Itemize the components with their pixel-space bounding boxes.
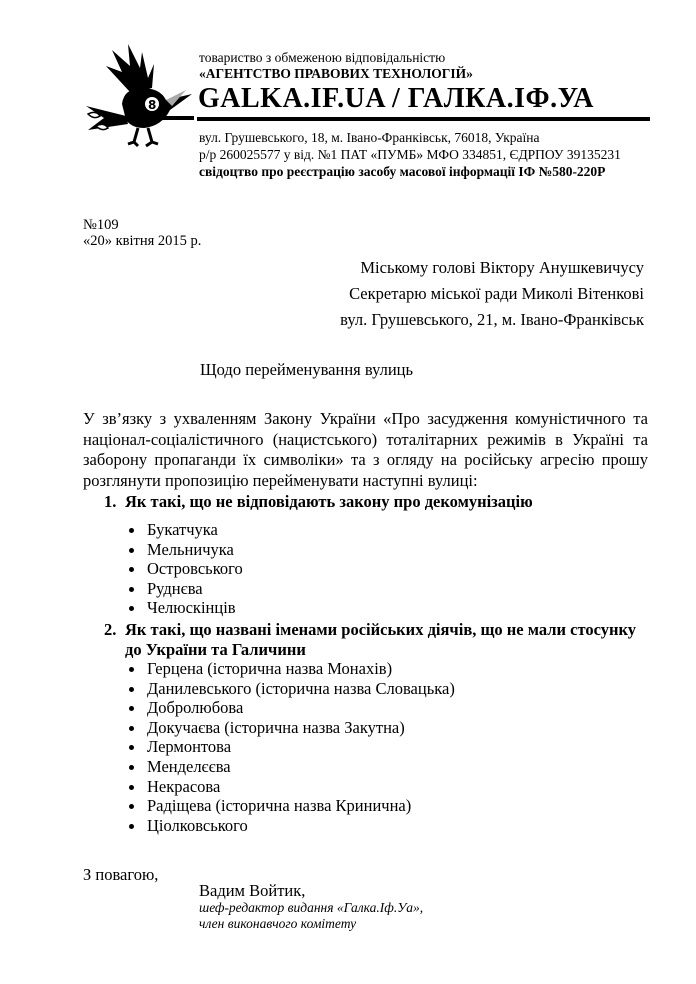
recipients-block [340,255,644,333]
list-item: Герцена (історична назва Монахів) [125,659,455,679]
list-item: Мельничука [125,540,243,560]
bullet-icon [129,667,134,672]
bullet-icon [129,548,134,553]
section-number: 1. [104,492,117,511]
bullet-icon [129,804,134,809]
section-1-title [104,492,649,512]
list-item: Данилевського (історична назва Словацька) [125,679,455,699]
list-item: Челюскінців [125,598,243,618]
company-bank-details: р/р 260025577 у від. №1 ПАТ «ПУМБ» МФО 334851, ЄДРПОУ 39135231 [199,147,621,162]
list-item: Докучаєва (історична назва Закутна) [125,718,455,738]
signer-name: Вадим Войтик, [199,881,306,900]
section-title-text: Як такі, що не відповідають закону про декомунізацію [125,492,533,511]
bullet-icon [129,765,134,770]
list-item: Лермонтова [125,737,455,757]
jackdaw-bird-logo [82,44,194,154]
recipient-address: вул. Грушевського, 21, м. Івано-Франківськ [340,310,644,329]
section-1-list [125,520,243,618]
list-item: Руднєва [125,579,243,599]
section-2-title [104,620,649,660]
bullet-icon [129,706,134,711]
svg-text:8: 8 [148,98,157,112]
section-2-list [125,659,455,835]
bullet-icon [129,726,134,731]
list-item: Некрасова [125,777,455,797]
list-item: Менделєєва [125,757,455,777]
letter-number: №109 [83,217,119,233]
letter-subject: Щодо перейменування вулиць [200,360,414,379]
bullet-icon [129,528,134,533]
bullet-icon [129,824,134,829]
letter-body: У зв’язку з ухваленням Закону України «Про засудження комуністичного та націонал-соціалістичного (нацистського) тоталітарних режимів в Україні та заборону пропаганди їх символіки» та з огляду на російську агресію прошу розглянути пропозицію перейменувати наступні вулиці: [83,409,648,490]
recipient-line: Міському голові Віктору Анушкевичусу [360,258,644,277]
list-item: Ціолковського [125,816,455,836]
bullet-icon [129,687,134,692]
company-name: «АГЕНТСТВО ПРАВОВИХ ТЕХНОЛОГІЙ» [199,66,473,81]
recipient-line: Секретарю міської ради Миколі Вітенкові [349,284,644,303]
section-number: 2. [104,620,117,639]
bullet-icon [129,567,134,572]
list-item: Островського [125,559,243,579]
company-address: вул. Грушевського, 18, м. Івано-Франківськ, 76018, Україна [199,130,540,145]
brand-title: GALKA.IF.UA / ГАЛКА.ІФ.УА [198,83,595,114]
letterhead-divider [197,117,650,121]
signer-role: шеф-редактор видання «Галка.Іф.Уа», [199,900,424,915]
bullet-icon [129,785,134,790]
bullet-icon [129,606,134,611]
company-type: товариство з обмеженою відповідальністю [199,50,446,65]
list-item: Радіщева (історична назва Кринична) [125,796,455,816]
bullet-icon [129,587,134,592]
list-item: Букатчука [125,520,243,540]
closing-phrase: З повагою, [83,865,159,884]
media-registration: свідоцтво про реєстрацію засобу масової інформації ІФ №580-220Р [199,164,606,179]
section-title-text: Як такі, що названі іменами російських діячів, що не мали стосунку до України та Галичини [125,620,636,659]
letter-date: «20» квітня 2015 р. [83,233,202,249]
bullet-icon [129,745,134,750]
signer-role: член виконавчого комітету [199,916,357,931]
list-item: Добролюбова [125,698,455,718]
